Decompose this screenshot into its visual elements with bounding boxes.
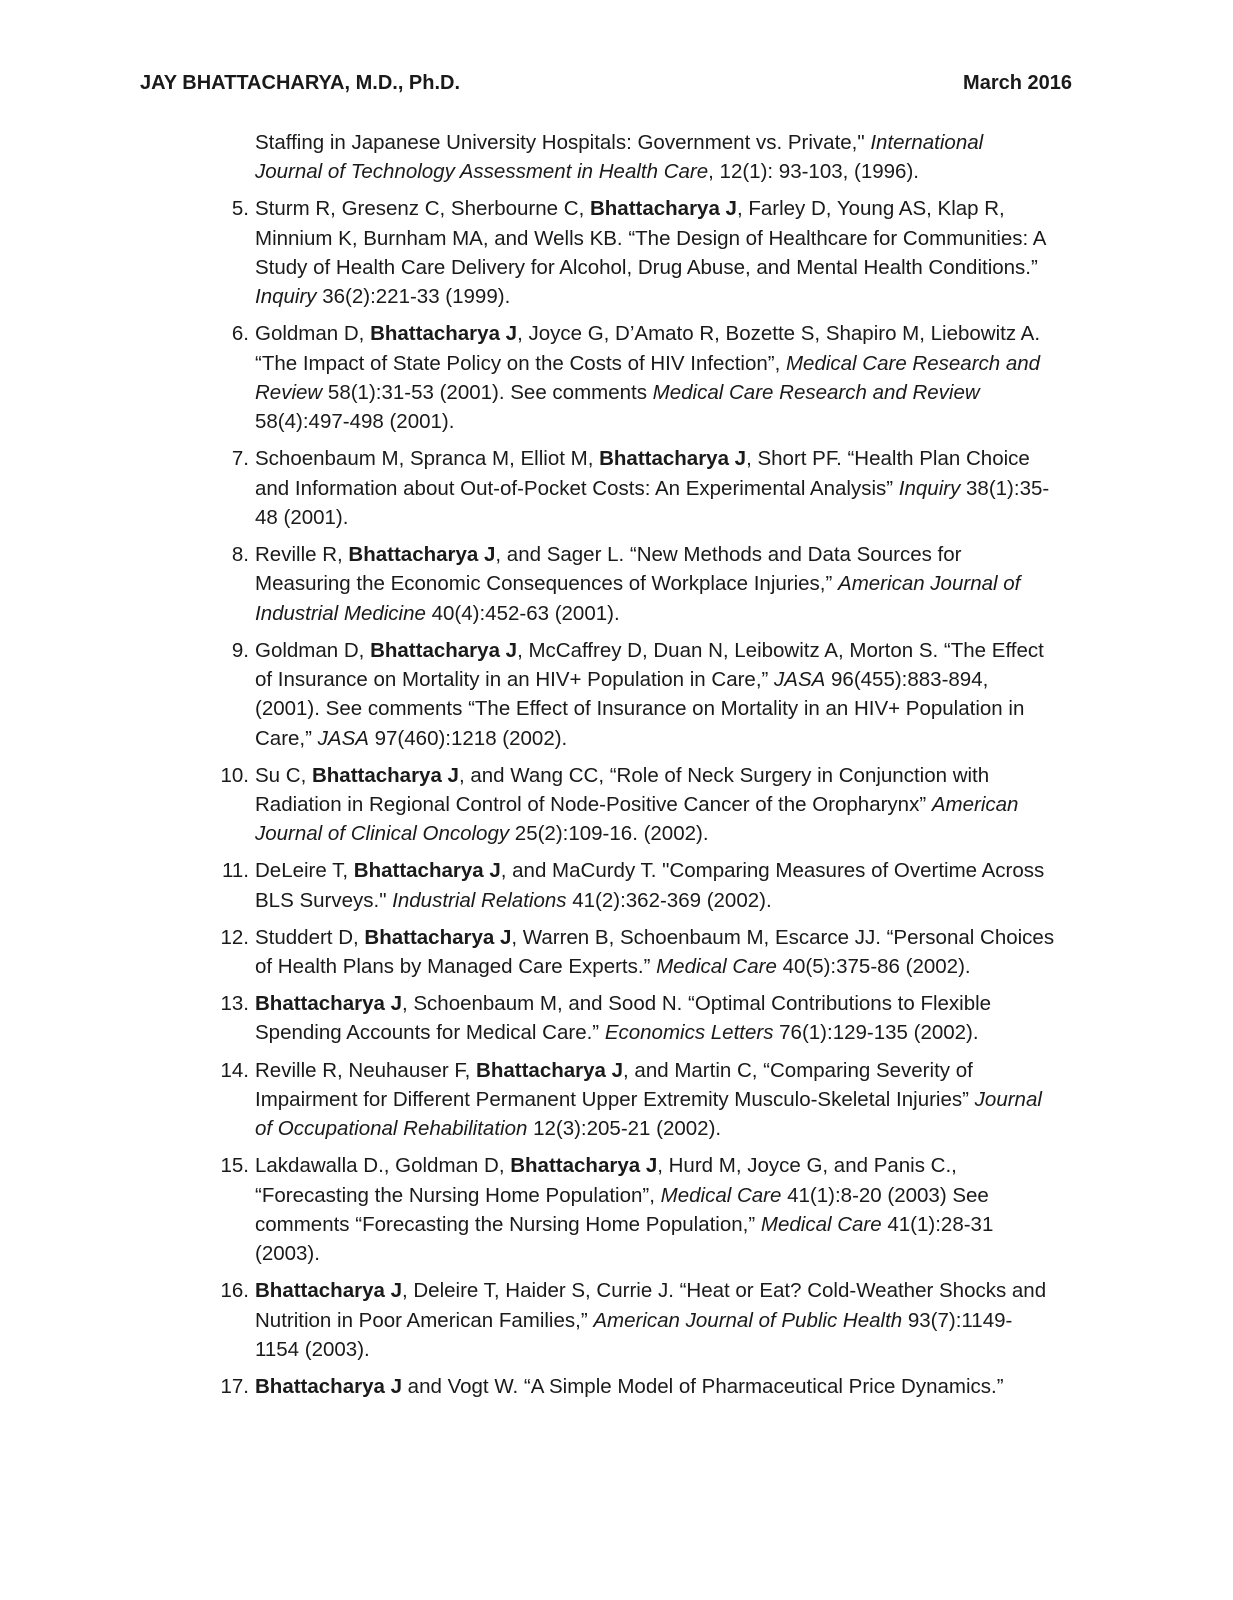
citation-fragment: 96(455):883-894, (2001). See comments “The Effect of Insurance on Mortality in an HIV+ Population in Care,” (255, 668, 1025, 750)
citation-fragment: , and Martin C, “Comparing Severity of Impairment for Different Permanent Upper Extremity Musculo-Skeletal Injuries” (255, 1058, 975, 1111)
entry-number: 12. (220, 925, 249, 949)
author-highlight: Bhattacharya J (476, 1058, 624, 1082)
publication-entry (215, 1151, 1055, 1268)
author-highlight: Bhattacharya J (353, 859, 501, 883)
citation-fragment: , Schoenbaum M, and Sood N. “Optimal Contributions to Flexible Spending Accounts for Medical Care.” (255, 992, 992, 1045)
journal-title: Medical Care Research and Review (652, 380, 980, 404)
author-highlight: Bhattacharya J (370, 638, 518, 662)
citation-fragment: DeLeire T, (255, 859, 354, 883)
citation-text (255, 1372, 1055, 1401)
journal-title: Medical Care Research and Review (255, 351, 1041, 404)
citation-fragment: , McCaffrey D, Duan N, Leibowitz A, Morton S. “The Effect of Insurance on Mortality in an HIV+ Population in Care,” (255, 638, 1044, 692)
citation-fragment: 58(4):497-498 (2001). (255, 410, 455, 434)
author-highlight: Bhattacharya J (599, 447, 747, 471)
citation-text (255, 923, 1055, 982)
citation-text (255, 1276, 1055, 1364)
author-highlight: Bhattacharya J (255, 992, 402, 1016)
citation-text (255, 761, 1055, 849)
citation-text (255, 540, 1055, 628)
citation-fragment: 97(460):1218 (2002). (368, 726, 568, 750)
journal-title: Medical Care (760, 1212, 882, 1236)
citation-text (255, 194, 1055, 311)
citation-fragment: and Vogt W. “A Simple Model of Pharmaceutical Price Dynamics.” (401, 1374, 1004, 1398)
author-highlight: Bhattacharya J (255, 1374, 402, 1398)
citation-text (255, 1056, 1055, 1144)
publication-entry (215, 1372, 1055, 1401)
journal-title: Inquiry (898, 476, 961, 500)
citation-fragment: , 12(1): 93-103, (1996). (708, 160, 919, 184)
author-highlight: Bhattacharya J (364, 925, 512, 949)
citation-fragment: 41(2):362-369 (2002). (566, 888, 772, 912)
publication-entry (215, 761, 1055, 849)
journal-title: American Journal of Industrial Medicine (255, 572, 1021, 625)
entry-number: 14. (220, 1058, 249, 1082)
entry-number: 11. (222, 859, 249, 883)
journal-title: Journal of Occupational Rehabilitation (255, 1087, 1042, 1141)
page-header (140, 72, 1072, 102)
publication-entry (215, 923, 1055, 982)
journal-title: Industrial Relations (392, 888, 567, 912)
publication-entry (215, 1056, 1055, 1144)
publication-list (215, 128, 1055, 1409)
citation-fragment: 12(3):205-21 (2002). (527, 1117, 722, 1141)
author-highlight: Bhattacharya J (370, 322, 518, 346)
citation-fragment: , Joyce G, D’Amato R, Bozette S, Shapiro M, Liebowitz A. “The Impact of State Policy on the Costs of HIV Infection”, (255, 322, 1041, 375)
journal-title: International Journal of Technology Assessment in Health Care (255, 131, 984, 184)
publication-entry (215, 319, 1055, 436)
citation-fragment: 93(7):1149-1154 (2003). (255, 1308, 1013, 1361)
header-date: March 2016 (963, 72, 1072, 94)
publication-entry (215, 128, 1055, 187)
citation-fragment: , Hurd M, Joyce G, and Panis C., “Forecasting the Nursing Home Population”, (255, 1154, 957, 1207)
citation-fragment: , Farley D, Young AS, Klap R, Minnium K, Burnham MA, and Wells KB. “The Design of Healthcare for Communities: A Study of Health Care Delivery for Alcohol, Drug Abuse, and Mental Health Conditions.” (255, 197, 1046, 279)
entry-number: 15. (220, 1154, 249, 1178)
citation-fragment: 76(1):129-135 (2002). (773, 1021, 979, 1045)
citation-fragment: Reville R, (255, 543, 349, 567)
publication-entry (215, 1276, 1055, 1364)
citation-fragment: 40(4):452-63 (2001). (425, 601, 620, 625)
journal-title: JASA (774, 668, 826, 692)
citation-fragment: , Short PF. “Health Plan Choice and Information about Out-of-Pocket Costs: An Experimental Analysis” (255, 447, 1030, 500)
journal-title: JASA (317, 726, 369, 750)
citation-fragment: 38(1):35-48 (2001). (255, 476, 1050, 529)
author-name: JAY BHATTACHARYA, M.D., Ph.D. (140, 72, 461, 94)
author-highlight: Bhattacharya J (348, 543, 496, 567)
citation-fragment: , Deleire T, Haider S, Currie J. “Heat or Eat? Cold-Weather Shocks and Nutrition in Poor American Families,” (255, 1279, 1047, 1332)
citation-fragment: Schoenbaum M, Spranca M, Elliot M, (255, 447, 600, 471)
citation-fragment: Reville R, Neuhauser F, (255, 1058, 477, 1082)
journal-title: Economics Letters (604, 1021, 774, 1045)
entry-number: 13. (220, 992, 249, 1016)
citation-text (255, 444, 1055, 532)
publication-entry (215, 856, 1055, 915)
citation-fragment: Studdert D, (255, 925, 365, 949)
citation-fragment: 41(1):28-31 (2003). (255, 1212, 994, 1266)
entry-number: 6. (231, 322, 249, 346)
entry-number: 9. (231, 638, 249, 662)
citation-fragment: 25(2):109-16. (2002). (509, 822, 709, 846)
publication-entry (215, 636, 1055, 753)
citation-fragment: Lakdawalla D., Goldman D, (255, 1154, 511, 1178)
publication-entry (215, 989, 1055, 1048)
citation-fragment: 58(1):31-53 (2001). See comments (322, 380, 653, 404)
citation-text (255, 989, 1055, 1048)
entry-number: 17. (220, 1374, 249, 1398)
citation-fragment: , and Sager L. “New Methods and Data Sources for Measuring the Economic Consequences of Workplace Injuries,” (255, 543, 962, 596)
journal-title: Medical Care (656, 955, 777, 979)
citation-fragment: 41(1):8-20 (2003) See comments “Forecasting the Nursing Home Population,” (255, 1183, 989, 1236)
author-highlight: Bhattacharya J (311, 763, 459, 787)
citation-text (255, 856, 1055, 915)
publication-entry (215, 444, 1055, 532)
journal-title: American Journal of Public Health (593, 1308, 903, 1332)
citation-fragment: , Warren B, Schoenbaum M, Escarce JJ. “Personal Choices of Health Plans by Managed Care Experts.” (255, 925, 1055, 979)
citation-text (255, 636, 1055, 753)
citation-fragment: Sturm R, Gresenz C, Sherbourne C, (255, 197, 590, 221)
citation-text (255, 128, 1055, 187)
citation-fragment: 36(2):221-33 (1999). (316, 285, 511, 309)
author-highlight: Bhattacharya J (510, 1154, 658, 1178)
citation-fragment: Staffing in Japanese University Hospitals: Government vs. Private," (255, 131, 871, 154)
entry-number: 5. (231, 197, 249, 221)
entry-number: 10. (220, 763, 249, 787)
entry-number: 16. (220, 1279, 249, 1303)
citation-text (255, 1151, 1055, 1268)
citation-fragment: , and MaCurdy T. "Comparing Measures of Overtime Across BLS Surveys." (255, 859, 1045, 912)
citation-fragment: Su C, (255, 763, 312, 787)
citation-text (255, 319, 1055, 436)
journal-title: American Journal of Clinical Oncology (255, 793, 1019, 846)
citation-fragment: 40(5):375-86 (2002). (776, 955, 971, 979)
journal-title: Medical Care (660, 1183, 782, 1207)
publication-entry (215, 540, 1055, 628)
entry-number: 8. (231, 543, 249, 567)
citation-fragment: , and Wang CC, “Role of Neck Surgery in Conjunction with Radiation in Regional Control of Node-Positive Cancer of the Oropharynx” (255, 763, 990, 817)
author-highlight: Bhattacharya J (589, 197, 737, 221)
citation-fragment: Goldman D, (255, 638, 371, 662)
entry-number: 7. (231, 447, 249, 471)
journal-title: Inquiry (255, 285, 317, 309)
citation-fragment: Goldman D, (255, 322, 371, 346)
author-highlight: Bhattacharya J (255, 1279, 402, 1303)
publication-entry (215, 194, 1055, 311)
